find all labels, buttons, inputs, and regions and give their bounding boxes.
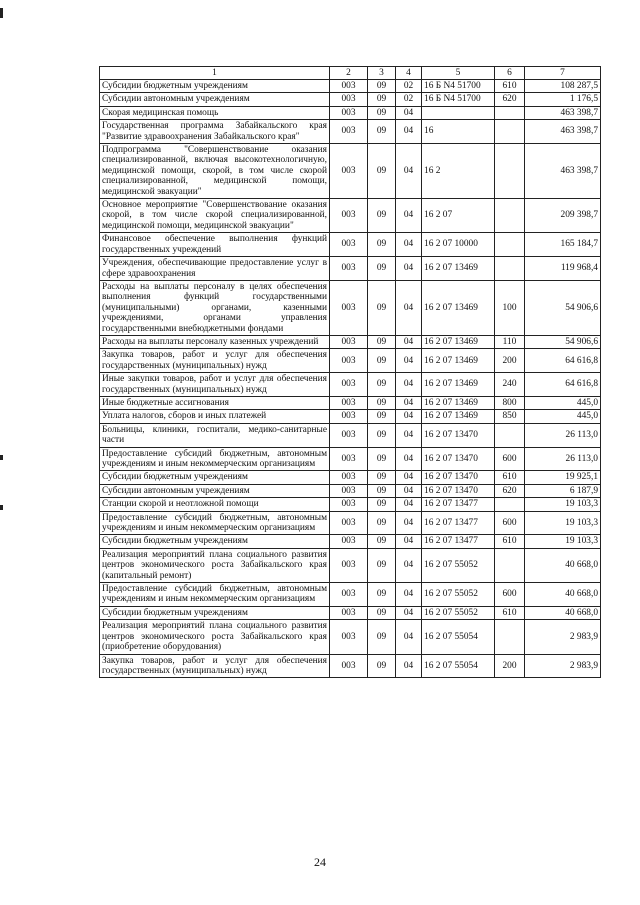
expense-type-cell	[495, 423, 525, 447]
target-code-cell: 16 2 07 13469	[422, 280, 495, 335]
subsection-code-cell: 04	[396, 511, 422, 535]
table-row	[100, 606, 601, 619]
target-code-cell: 16 2 07 13470	[422, 471, 495, 484]
subsection-code-cell: 04	[396, 583, 422, 607]
target-code-cell: 16 2 07 55052	[422, 606, 495, 619]
admin-code-cell: 003	[330, 498, 368, 511]
section-code-cell: 09	[368, 373, 396, 397]
table-row	[100, 199, 601, 233]
admin-code-cell: 003	[330, 410, 368, 423]
admin-code-cell: 003	[330, 606, 368, 619]
amount-cell: 463 398,7	[525, 120, 601, 144]
subsection-code-cell: 04	[396, 257, 422, 281]
table-row	[100, 80, 601, 93]
subsection-code-cell: 04	[396, 144, 422, 199]
expense-type-cell: 850	[495, 410, 525, 423]
target-code-cell: 16 2 07	[422, 199, 495, 233]
row-name-cell: Субсидии бюджетным учреждениям	[100, 80, 330, 93]
admin-code-cell: 003	[330, 373, 368, 397]
section-code-cell: 09	[368, 233, 396, 257]
section-code-cell: 09	[368, 93, 396, 106]
table-row	[100, 144, 601, 199]
amount-cell: 19 103,3	[525, 511, 601, 535]
admin-code-cell: 003	[330, 484, 368, 497]
table-row	[100, 257, 601, 281]
section-code-cell: 09	[368, 654, 396, 678]
amount-cell: 445,0	[525, 410, 601, 423]
row-name-cell: Субсидии бюджетным учреждениям	[100, 606, 330, 619]
section-code-cell: 09	[368, 144, 396, 199]
header-cell: 7	[525, 67, 601, 80]
expense-type-cell	[495, 120, 525, 144]
expense-type-cell: 100	[495, 280, 525, 335]
admin-code-cell: 003	[330, 654, 368, 678]
subsection-code-cell: 04	[396, 233, 422, 257]
header-cell: 1	[100, 67, 330, 80]
amount-cell: 6 187,9	[525, 484, 601, 497]
section-code-cell: 09	[368, 349, 396, 373]
row-name-cell: Финансовое обеспечение выполнения функций государственных учреждений	[100, 233, 330, 257]
subsection-code-cell: 04	[396, 447, 422, 471]
table-row	[100, 654, 601, 678]
admin-code-cell: 003	[330, 280, 368, 335]
target-code-cell: 16 2 07 55052	[422, 548, 495, 582]
row-name-cell: Иные бюджетные ассигнования	[100, 396, 330, 409]
row-name-cell: Расходы на выплаты персоналу в целях обеспечения выполнения функций государственными (муниципальными) органами, казенными учреждениями, органами управления государственными внебюджетными фондами	[100, 280, 330, 335]
row-name-cell: Расходы на выплаты персоналу казенных учреждений	[100, 335, 330, 348]
admin-code-cell: 003	[330, 80, 368, 93]
row-name-cell: Основное мероприятие "Совершенствование оказания скорой, в том числе скорой специализированной, медицинской помощи, медицинской эвакуации"	[100, 199, 330, 233]
row-name-cell: Предоставление субсидий бюджетным, автономным учреждениям и иным некоммерческим организациям	[100, 583, 330, 607]
section-code-cell: 09	[368, 335, 396, 348]
section-code-cell: 09	[368, 620, 396, 654]
table-row	[100, 447, 601, 471]
admin-code-cell: 003	[330, 349, 368, 373]
section-code-cell: 09	[368, 280, 396, 335]
subsection-code-cell: 04	[396, 620, 422, 654]
expense-type-cell	[495, 106, 525, 119]
admin-code-cell: 003	[330, 199, 368, 233]
subsection-code-cell: 04	[396, 498, 422, 511]
header-cell: 3	[368, 67, 396, 80]
target-code-cell: 16 2 07 13477	[422, 498, 495, 511]
admin-code-cell: 003	[330, 396, 368, 409]
row-name-cell: Предоставление субсидий бюджетным, автономным учреждениям и иным некоммерческим организациям	[100, 447, 330, 471]
subsection-code-cell: 02	[396, 93, 422, 106]
table-row	[100, 423, 601, 447]
subsection-code-cell: 04	[396, 423, 422, 447]
section-code-cell: 09	[368, 447, 396, 471]
row-name-cell: Субсидии бюджетным учреждениям	[100, 471, 330, 484]
amount-cell: 54 906,6	[525, 280, 601, 335]
amount-cell: 119 968,4	[525, 257, 601, 281]
target-code-cell: 16 2 07 13469	[422, 410, 495, 423]
target-code-cell: 16 Б N4 51700	[422, 93, 495, 106]
expense-type-cell: 240	[495, 373, 525, 397]
row-name-cell: Иные закупки товаров, работ и услуг для обеспечения государственных (муниципальных) нужд	[100, 373, 330, 397]
table-row	[100, 583, 601, 607]
target-code-cell: 16 2 07 55054	[422, 654, 495, 678]
section-code-cell: 09	[368, 535, 396, 548]
target-code-cell: 16 2 07 13470	[422, 447, 495, 471]
row-name-cell: Реализация мероприятий плана социального развития центров экономического роста Забайкальского края (приобретение оборудования)	[100, 620, 330, 654]
target-code-cell: 16 2 07 13469	[422, 257, 495, 281]
admin-code-cell: 003	[330, 144, 368, 199]
expense-type-cell	[495, 257, 525, 281]
target-code-cell: 16 2 07 13477	[422, 535, 495, 548]
amount-cell: 19 925,1	[525, 471, 601, 484]
amount-cell: 463 398,7	[525, 106, 601, 119]
subsection-code-cell: 04	[396, 120, 422, 144]
table-row	[100, 484, 601, 497]
scan-edge-mark	[0, 505, 3, 510]
header-cell: 2	[330, 67, 368, 80]
admin-code-cell: 003	[330, 535, 368, 548]
amount-cell: 40 668,0	[525, 606, 601, 619]
admin-code-cell: 003	[330, 471, 368, 484]
section-code-cell: 09	[368, 80, 396, 93]
row-name-cell: Субсидии автономным учреждениям	[100, 484, 330, 497]
section-code-cell: 09	[368, 106, 396, 119]
amount-cell: 40 668,0	[525, 583, 601, 607]
row-name-cell: Закупка товаров, работ и услуг для обеспечения государственных (муниципальных) нужд	[100, 654, 330, 678]
expense-type-cell: 800	[495, 396, 525, 409]
expense-type-cell: 600	[495, 511, 525, 535]
admin-code-cell: 003	[330, 620, 368, 654]
expense-type-cell	[495, 144, 525, 199]
target-code-cell: 16 2 07 55052	[422, 583, 495, 607]
table-row	[100, 349, 601, 373]
row-name-cell: Предоставление субсидий бюджетным, автономным учреждениям и иным некоммерческим организациям	[100, 511, 330, 535]
subsection-code-cell: 04	[396, 548, 422, 582]
row-name-cell: Больницы, клиники, госпитали, медико-санитарные части	[100, 423, 330, 447]
expense-type-cell: 610	[495, 471, 525, 484]
target-code-cell: 16	[422, 120, 495, 144]
table-row	[100, 548, 601, 582]
row-name-cell: Учреждения, обеспечивающие предоставление услуг в сфере здравоохранения	[100, 257, 330, 281]
subsection-code-cell: 04	[396, 396, 422, 409]
amount-cell: 19 103,3	[525, 498, 601, 511]
table-row	[100, 280, 601, 335]
row-name-cell: Реализация мероприятий плана социального развития центров экономического роста Забайкальского края (капитальный ремонт)	[100, 548, 330, 582]
target-code-cell	[422, 106, 495, 119]
subsection-code-cell: 04	[396, 484, 422, 497]
table-row	[100, 620, 601, 654]
table-row	[100, 106, 601, 119]
amount-cell: 2 983,9	[525, 654, 601, 678]
subsection-code-cell: 04	[396, 654, 422, 678]
admin-code-cell: 003	[330, 511, 368, 535]
expense-type-cell: 200	[495, 654, 525, 678]
amount-cell: 54 906,6	[525, 335, 601, 348]
admin-code-cell: 003	[330, 120, 368, 144]
section-code-cell: 09	[368, 484, 396, 497]
table-row	[100, 498, 601, 511]
amount-cell: 64 616,8	[525, 349, 601, 373]
target-code-cell: 16 2 07 13469	[422, 349, 495, 373]
row-name-cell: Уплата налогов, сборов и иных платежей	[100, 410, 330, 423]
header-cell: 5	[422, 67, 495, 80]
expense-type-cell	[495, 233, 525, 257]
expense-type-cell: 200	[495, 349, 525, 373]
admin-code-cell: 003	[330, 583, 368, 607]
admin-code-cell: 003	[330, 335, 368, 348]
table-row	[100, 233, 601, 257]
target-code-cell: 16 2 07 13477	[422, 511, 495, 535]
amount-cell: 445,0	[525, 396, 601, 409]
row-name-cell: Субсидии автономным учреждениям	[100, 93, 330, 106]
admin-code-cell: 003	[330, 423, 368, 447]
amount-cell: 165 184,7	[525, 233, 601, 257]
amount-cell: 26 113,0	[525, 447, 601, 471]
section-code-cell: 09	[368, 511, 396, 535]
expense-type-cell	[495, 498, 525, 511]
admin-code-cell: 003	[330, 548, 368, 582]
table-row	[100, 535, 601, 548]
section-code-cell: 09	[368, 257, 396, 281]
row-name-cell: Станции скорой и неотложной помощи	[100, 498, 330, 511]
admin-code-cell: 003	[330, 93, 368, 106]
subsection-code-cell: 04	[396, 535, 422, 548]
table-row	[100, 511, 601, 535]
amount-cell: 1 176,5	[525, 93, 601, 106]
expense-type-cell: 620	[495, 484, 525, 497]
section-code-cell: 09	[368, 199, 396, 233]
target-code-cell: 16 Б N4 51700	[422, 80, 495, 93]
target-code-cell: 16 2 07 13470	[422, 423, 495, 447]
amount-cell: 2 983,9	[525, 620, 601, 654]
subsection-code-cell: 04	[396, 471, 422, 484]
amount-cell: 64 616,8	[525, 373, 601, 397]
subsection-code-cell: 04	[396, 606, 422, 619]
subsection-code-cell: 04	[396, 373, 422, 397]
subsection-code-cell: 04	[396, 280, 422, 335]
expense-type-cell: 620	[495, 93, 525, 106]
table-row	[100, 93, 601, 106]
admin-code-cell: 003	[330, 233, 368, 257]
scan-edge-mark	[0, 455, 3, 460]
row-name-cell: Субсидии бюджетным учреждениям	[100, 535, 330, 548]
header-cell: 4	[396, 67, 422, 80]
section-code-cell: 09	[368, 548, 396, 582]
subsection-code-cell: 04	[396, 106, 422, 119]
amount-cell: 19 103,3	[525, 535, 601, 548]
table-row	[100, 335, 601, 348]
table-row	[100, 410, 601, 423]
target-code-cell: 16 2 07 10000	[422, 233, 495, 257]
amount-cell: 40 668,0	[525, 548, 601, 582]
target-code-cell: 16 2 07 13469	[422, 396, 495, 409]
admin-code-cell: 003	[330, 257, 368, 281]
expense-type-cell: 110	[495, 335, 525, 348]
section-code-cell: 09	[368, 423, 396, 447]
page-number: 24	[314, 855, 326, 869]
expense-type-cell	[495, 620, 525, 654]
table-row	[100, 373, 601, 397]
table-row	[100, 471, 601, 484]
subsection-code-cell: 04	[396, 349, 422, 373]
expense-type-cell: 610	[495, 606, 525, 619]
section-code-cell: 09	[368, 471, 396, 484]
section-code-cell: 09	[368, 410, 396, 423]
expense-type-cell: 610	[495, 535, 525, 548]
subsection-code-cell: 02	[396, 80, 422, 93]
header-cell: 6	[495, 67, 525, 80]
expense-type-cell: 600	[495, 583, 525, 607]
target-code-cell: 16 2	[422, 144, 495, 199]
row-name-cell: Скорая медицинская помощь	[100, 106, 330, 119]
target-code-cell: 16 2 07 13470	[422, 484, 495, 497]
admin-code-cell: 003	[330, 447, 368, 471]
amount-cell: 108 287,5	[525, 80, 601, 93]
budget-table	[99, 66, 601, 678]
table-row	[100, 396, 601, 409]
section-code-cell: 09	[368, 396, 396, 409]
expense-type-cell	[495, 199, 525, 233]
row-name-cell: Государственная программа Забайкальского края "Развитие здравоохранения Забайкальского края"	[100, 120, 330, 144]
table-row	[100, 120, 601, 144]
subsection-code-cell: 04	[396, 335, 422, 348]
target-code-cell: 16 2 07 13469	[422, 335, 495, 348]
target-code-cell: 16 2 07 13469	[422, 373, 495, 397]
subsection-code-cell: 04	[396, 410, 422, 423]
admin-code-cell: 003	[330, 106, 368, 119]
section-code-cell: 09	[368, 120, 396, 144]
amount-cell: 209 398,7	[525, 199, 601, 233]
expense-type-cell: 600	[495, 447, 525, 471]
expense-type-cell: 610	[495, 80, 525, 93]
section-code-cell: 09	[368, 583, 396, 607]
table-header-row	[100, 67, 601, 80]
amount-cell: 26 113,0	[525, 423, 601, 447]
section-code-cell: 09	[368, 498, 396, 511]
row-name-cell: Подпрограмма "Совершенствование оказания специализированной, включая высокотехнологичную, медицинской помощи, скорой, в том числе скорой специализированной, медицинской помощи, медицинской эвакуации"	[100, 144, 330, 199]
expense-type-cell	[495, 548, 525, 582]
target-code-cell: 16 2 07 55054	[422, 620, 495, 654]
section-code-cell: 09	[368, 606, 396, 619]
row-name-cell: Закупка товаров, работ и услуг для обеспечения государственных (муниципальных) нужд	[100, 349, 330, 373]
scan-edge-mark	[0, 8, 3, 18]
subsection-code-cell: 04	[396, 199, 422, 233]
amount-cell: 463 398,7	[525, 144, 601, 199]
